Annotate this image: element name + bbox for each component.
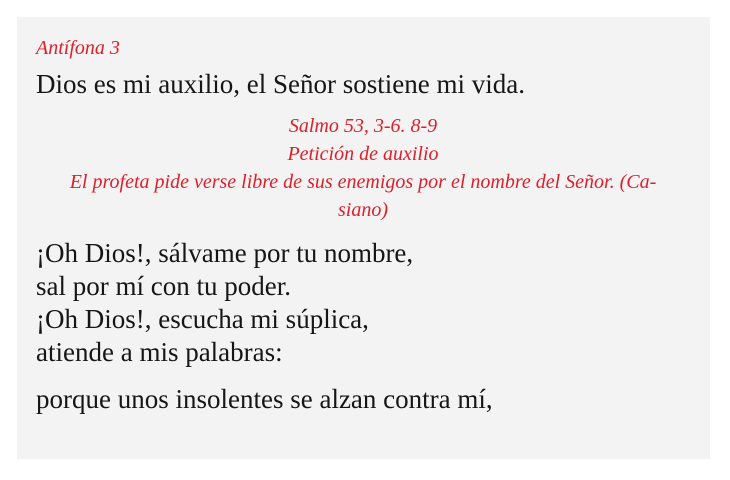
antiphon-label: Antífona 3 (36, 37, 120, 59)
psalm-header (36, 112, 690, 224)
verse-line: sal por mí con tu poder. (36, 271, 291, 301)
verse-line: atiende a mis palabras: (36, 337, 283, 367)
antiphon-text: Dios es mi auxilio, el Señor sostiene mi vida. (36, 69, 525, 99)
verse-line: ¡Oh Dios!, escucha mi súplica, (36, 304, 369, 334)
psalm-stanza (36, 383, 690, 416)
verse-line: ¡Oh Dios!, sálvame por tu nombre, (36, 238, 414, 268)
reading-pane[interactable] (17, 17, 710, 459)
verse-line: porque unos insolentes se alzan contra mí, (36, 384, 493, 414)
psalm-epigraph-line: El profeta pide verse libre de sus enemigos por el nombre del Señor. (Ca- (69, 171, 657, 193)
psalm-epigraph-line: siano) (338, 199, 388, 221)
psalm-reference: Salmo 53, 3-6. 8-9 (288, 115, 438, 137)
psalm-stanza (36, 237, 690, 369)
psalm-title: Petición de auxilio (287, 143, 439, 165)
